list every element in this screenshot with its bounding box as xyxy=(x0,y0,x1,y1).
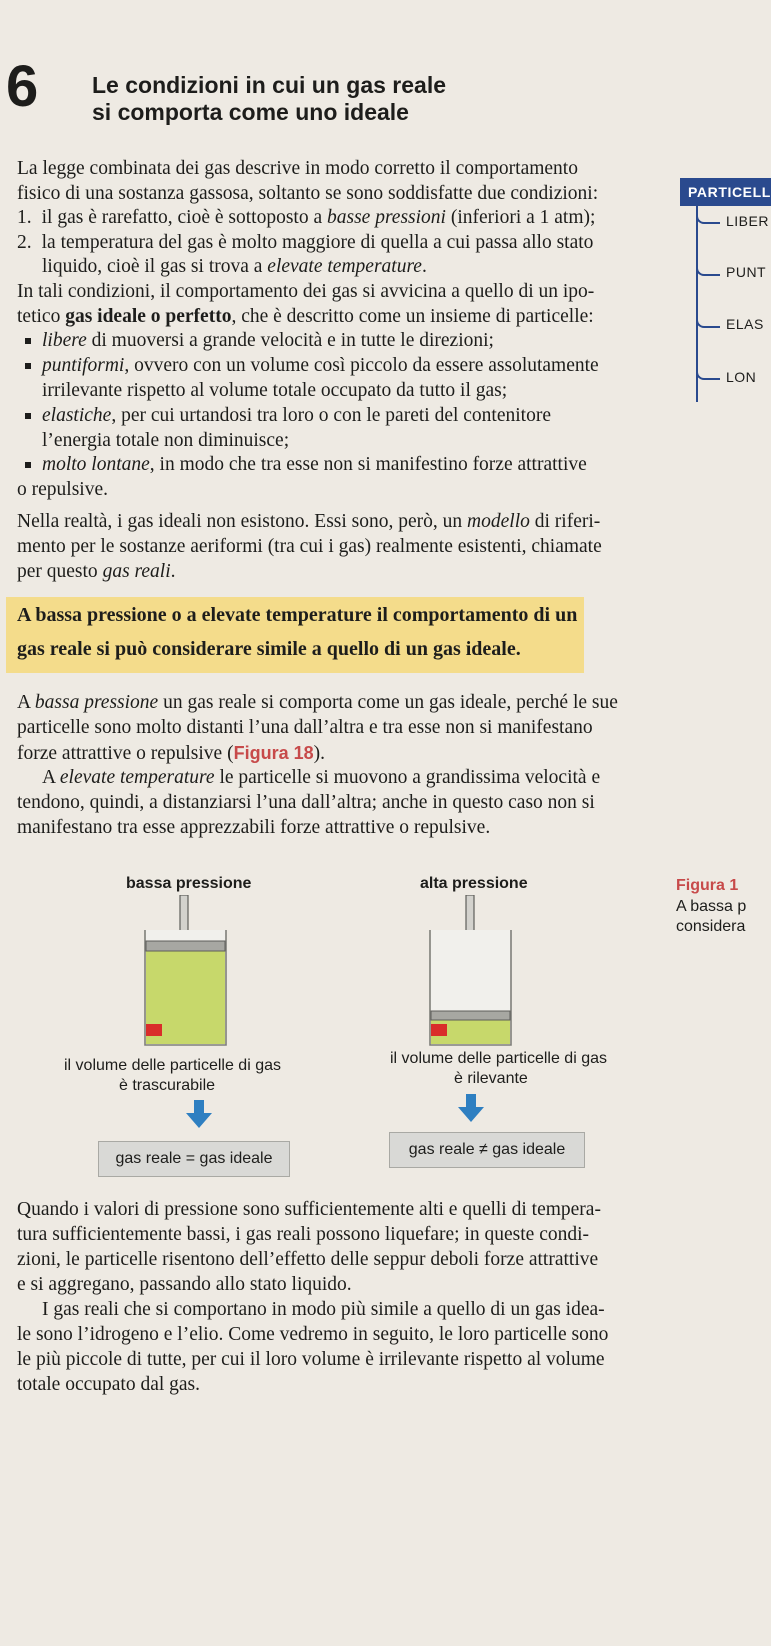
bullet-item: elastiche, per cui urtandosi tra loro o con le pareti del contenitore xyxy=(42,405,551,426)
condition-2-cont: liquido, cioè il gas si trova a elevate temperature. xyxy=(42,256,427,277)
gas-particles-volume xyxy=(146,1024,162,1036)
figure-reference-link[interactable]: Figura 18 xyxy=(233,743,314,763)
intro-line: In tali condizioni, il comportamento dei gas si avvicina a quello di un ipo- xyxy=(17,281,595,302)
closing-line: I gas reali che si comportano in modo più simile a quello di un gas idea- xyxy=(42,1299,605,1320)
sidebar-connector xyxy=(696,366,720,380)
bullet-marker xyxy=(25,338,31,344)
left-caption-line-1: il volume delle particelle di gas xyxy=(64,1057,281,1074)
down-arrow-icon xyxy=(456,1094,486,1124)
reality-line: per questo gas reali. xyxy=(17,561,176,582)
closing-line: le più piccole di tutte, per cui il loro volume è irrilevante rispetto al volume xyxy=(17,1349,605,1370)
para3-line: A elevate temperature le particelle si muovono a grandissima velocità e xyxy=(42,767,601,788)
condition-2: 2. la temperatura del gas è molto maggiore di quella a cui passa allo stato xyxy=(17,232,594,253)
sidebar-item-lon: LON xyxy=(726,369,757,385)
closing-line: tura sufficientemente bassi, i gas reali possono liquefare; in queste condi- xyxy=(17,1224,590,1245)
section-number: 6 xyxy=(6,54,39,119)
para3-line: manifestano tra esse apprezzabili forze attrattive o repulsive. xyxy=(17,817,491,838)
figure-caption-text: A bassa p xyxy=(676,898,747,915)
bullet-item-cont: l’energia totale non diminuisce; xyxy=(42,430,290,451)
para3-line: tendono, quindi, a distanziarsi l’una dall’altra; anche in questo caso non si xyxy=(17,792,595,813)
bullet-item: puntiformi, ovvero con un volume così piccolo da essere assolutamente xyxy=(42,355,599,376)
figure-caption-text: considera xyxy=(676,918,746,935)
down-arrow-icon xyxy=(184,1100,214,1130)
condition-1: 1. il gas è rarefatto, cioè è sottoposto a basse pressioni (inferiori a 1 atm); xyxy=(17,207,596,228)
figure-number-label: Figura 1 xyxy=(676,877,739,894)
bullet-item-cont: irrilevante rispetto al volume totale occupato da tutto il gas; xyxy=(42,380,508,401)
closing-line: zioni, le particelle risentono dell’effetto delle seppur deboli forze attrattive xyxy=(17,1249,599,1270)
closing-line: totale occupato dal gas. xyxy=(17,1374,201,1395)
left-caption-line-2: è trascurabile xyxy=(119,1077,216,1094)
intro-line: tetico gas ideale o perfetto, che è descritto come un insieme di particelle: xyxy=(17,306,594,327)
bullet-item: libere di muoversi a grande velocità e in tutte le direzioni; xyxy=(42,330,494,351)
right-caption-line-2: è rilevante xyxy=(454,1070,528,1087)
bullet-item: molto lontane, in modo che tra esse non si manifestino forze attrattive xyxy=(42,454,587,475)
para2-line: forze attrattive o repulsive (Figura 18). xyxy=(17,743,325,764)
high-pressure-cylinder xyxy=(430,895,511,1045)
sidebar-header: PARTICELL xyxy=(680,178,771,206)
key-statement-line-2: gas reale si può considerare simile a quello di un gas ideale. xyxy=(17,638,521,660)
intro-line: fisico di una sostanza gassosa, soltanto se sono soddisfatte due condizioni: xyxy=(17,183,599,204)
sidebar-connector xyxy=(696,262,720,276)
bullet-marker xyxy=(25,413,31,419)
sidebar-connector xyxy=(696,314,720,328)
low-pressure-cylinder xyxy=(145,895,226,1045)
bullet-marker xyxy=(25,462,31,468)
result-non-ideal-box: gas reale ≠ gas ideale xyxy=(389,1132,585,1168)
sidebar-item-elas: ELAS xyxy=(726,316,764,332)
closing-line: Quando i valori di pressione sono sufficientemente alti e quelli di tempera- xyxy=(17,1199,601,1220)
reality-line: Nella realtà, i gas ideali non esistono. Essi sono, però, un modello di riferi- xyxy=(17,511,601,532)
para2-line: A bassa pressione un gas reale si comporta come un gas ideale, perché le sue xyxy=(17,692,618,713)
result-ideal-box: gas reale = gas ideale xyxy=(98,1141,290,1177)
bullet-marker xyxy=(25,363,31,369)
sidebar-item-punt: PUNT xyxy=(726,264,767,280)
figure-left-title: bassa pressione xyxy=(126,875,252,892)
section-title-line-2: si comporta come uno ideale xyxy=(92,99,409,125)
closing-line: le sono l’idrogeno e l’elio. Come vedremo in seguito, le loro particelle sono xyxy=(17,1324,609,1345)
bullet-item-cont: o repulsive. xyxy=(17,479,108,500)
key-statement-line-1: A bassa pressione o a elevate temperature il comportamento di un xyxy=(17,604,578,626)
condition-number: 1. xyxy=(17,207,32,228)
closing-line: e si aggregano, passando allo stato liquido. xyxy=(17,1274,352,1295)
intro-line: La legge combinata dei gas descrive in modo corretto il comportamento xyxy=(17,158,578,179)
para2-line: particelle sono molto distanti l’una dall’altra e tra esse non si manifestano xyxy=(17,717,593,738)
sidebar-item-liber: LIBER xyxy=(726,213,769,229)
condition-number: 2. xyxy=(17,232,32,253)
gas-particles-volume xyxy=(431,1024,447,1036)
section-title-line-1: Le condizioni in cui un gas reale xyxy=(92,72,447,98)
figure-right-title: alta pressione xyxy=(420,875,528,892)
reality-line: mento per le sostanze aeriformi (tra cui i gas) realmente esistenti, chiamate xyxy=(17,536,602,557)
sidebar-connector xyxy=(696,210,720,224)
right-caption-line-1: il volume delle particelle di gas xyxy=(390,1050,607,1067)
